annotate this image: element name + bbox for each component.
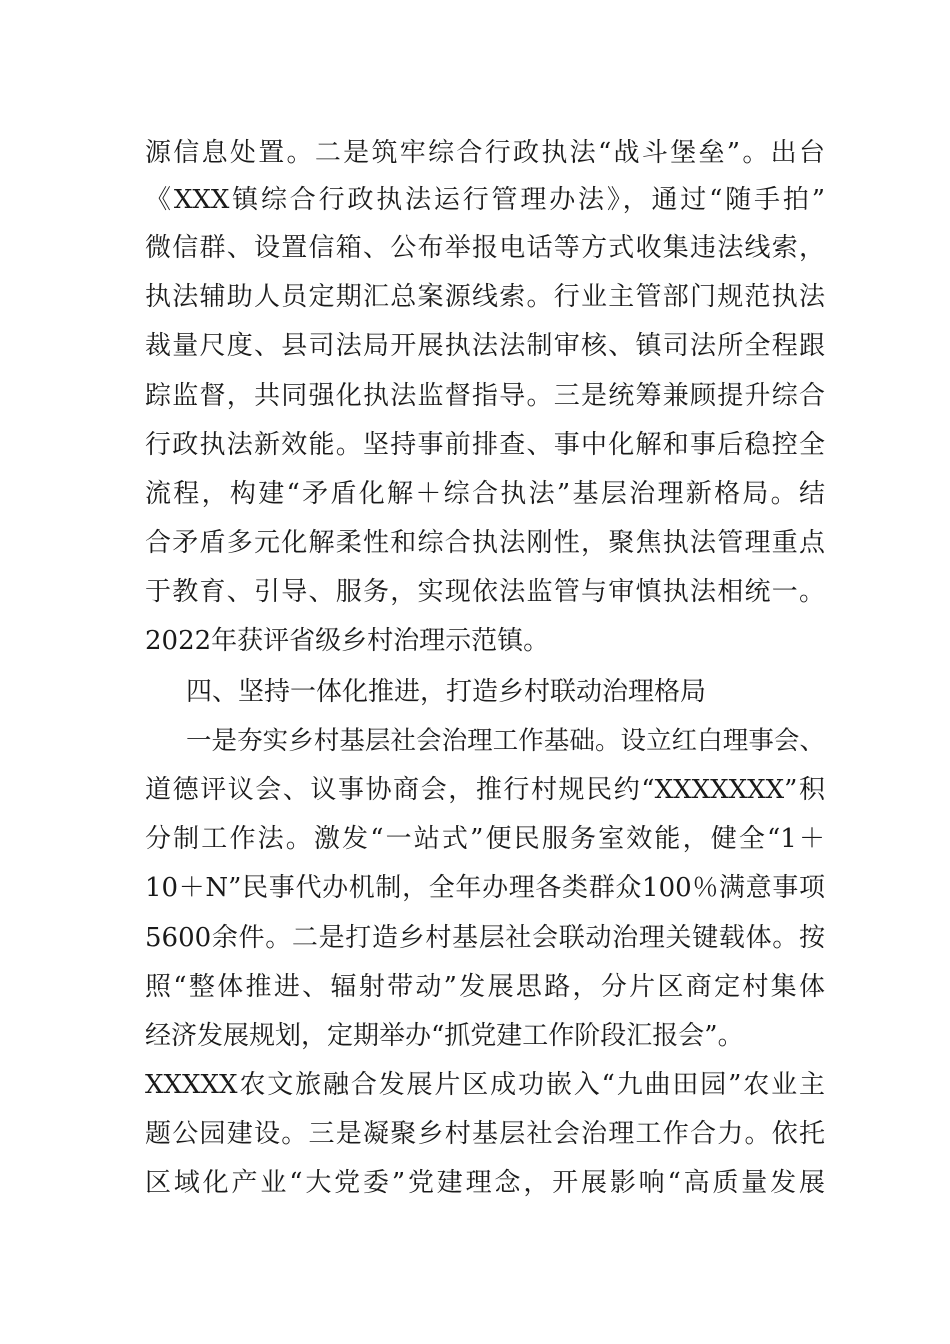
text-line-17: 5600余件。二是打造乡村基层社会联动治理关键载体。按 xyxy=(145,923,825,953)
text-line-10: 于教育、引导、服务，实现依法监管与审慎执法相统一。 xyxy=(145,577,825,607)
text-line-1: 源信息处置。二是筑牢综合行政执法“战斗堡垒”。出台 xyxy=(145,138,825,168)
text-line-8: 流程，构建“矛盾化解＋综合执法”基层治理新格局。结 xyxy=(145,479,825,509)
text-line-22: 区域化产业“大党委”党建理念，开展影响“高质量发展 xyxy=(145,1168,825,1198)
section-heading: 四、坚持一体化推进，打造乡村联动治理格局 xyxy=(186,677,707,707)
text-line-18: 照“整体推进、辐射带动”发展思路，分片区商定村集体 xyxy=(145,972,825,1002)
text-line-14: 道德评议会、议事协商会，推行村规民约“XXXXXXX”积 xyxy=(145,775,825,805)
text-line-16: 10＋N”民事代办机制，全年办理各类群众100％满意事项 xyxy=(145,873,825,903)
text-line-21: 题公园建设。三是凝聚乡村基层社会治理工作合力。依托 xyxy=(145,1119,825,1149)
text-line-5: 裁量尺度、县司法局开展执法法制审核、镇司法所全程跟 xyxy=(145,331,825,361)
text-line-11: 2022年获评省级乡村治理示范镇。 xyxy=(145,626,550,656)
text-line-2: 《XXX镇综合行政执法运行管理办法》，通过“随手拍” xyxy=(145,185,825,215)
text-line-9: 合矛盾多元化解柔性和综合执法刚性，聚焦执法管理重点 xyxy=(145,528,825,558)
text-line-13: 一是夯实乡村基层社会治理工作基础。设立红白理事会、 xyxy=(186,726,825,756)
text-line-4: 执法辅助人员定期汇总案源线索。行业主管部门规范执法 xyxy=(145,282,825,312)
text-line-19: 经济发展规划，定期举办“抓党建工作阶段汇报会”。 xyxy=(145,1021,744,1051)
text-line-6: 踪监督，共同强化执法监督指导。三是统筹兼顾提升综合 xyxy=(145,381,825,411)
text-line-15: 分制工作法。激发“一站式”便民服务室效能，健全“1＋ xyxy=(145,824,825,854)
text-line-3: 微信群、设置信箱、公布举报电话等方式收集违法线索， xyxy=(145,233,825,263)
text-line-20: XXXXX农文旅融合发展片区成功嵌入“九曲田园”农业主 xyxy=(145,1070,825,1100)
text-line-7: 行政执法新效能。坚持事前排查、事中化解和事后稳控全 xyxy=(145,430,825,460)
